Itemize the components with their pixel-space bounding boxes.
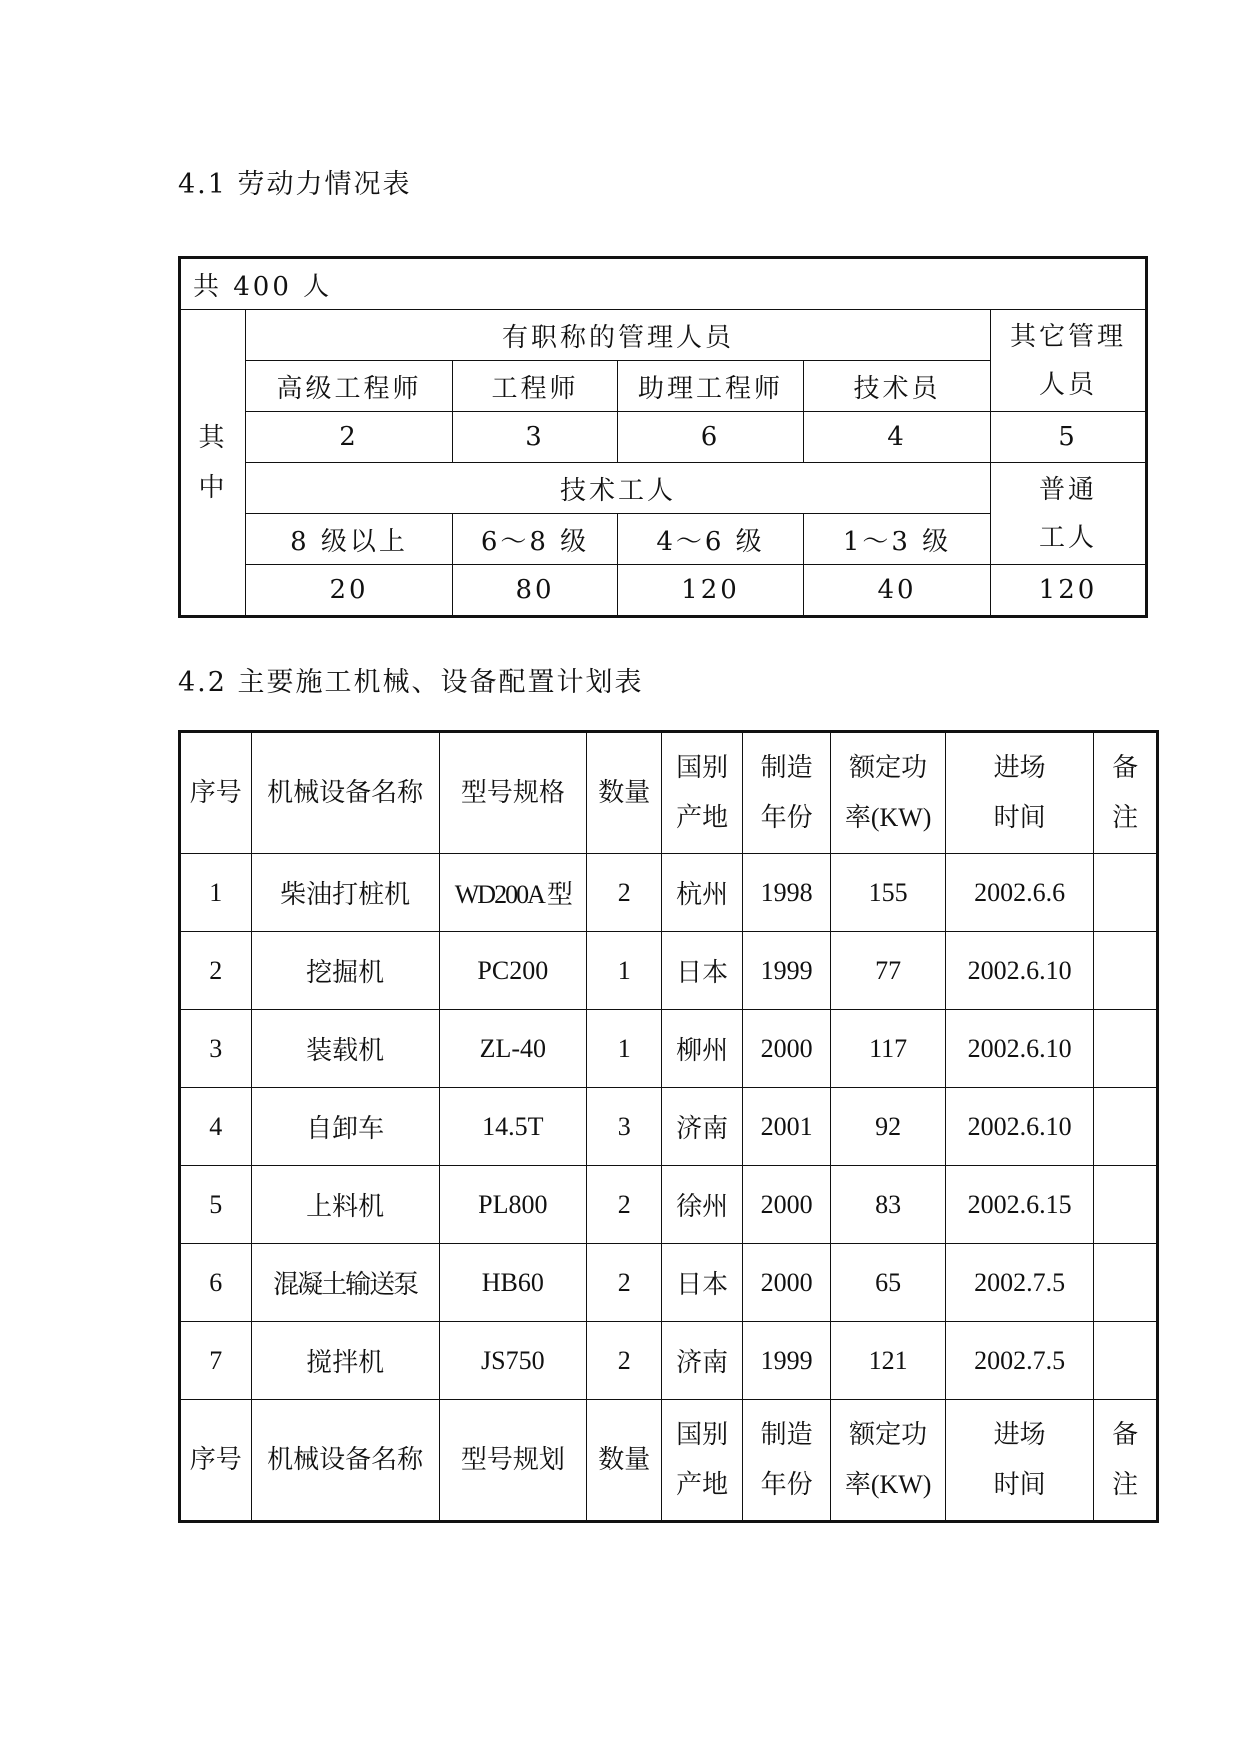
- col-footer-year: [742, 1400, 831, 1522]
- cell-year: 2000: [742, 1010, 831, 1088]
- power-line1: 额定功: [849, 753, 928, 782]
- note-line2: 注: [1112, 803, 1139, 832]
- cell-power: 83: [831, 1166, 945, 1244]
- cell-name: 混凝土输送泵: [251, 1244, 439, 1322]
- cell-idx: 6: [180, 1244, 252, 1322]
- cell-origin: 徐州: [662, 1166, 742, 1244]
- mgmt-group-header: 有职称的管理人员: [246, 310, 991, 361]
- cell-qty: 2: [587, 854, 662, 932]
- worker-level: 6～8 级: [453, 514, 618, 565]
- power-line1: 额定功: [849, 1420, 928, 1449]
- col-footer-origin: [662, 1400, 742, 1522]
- worker-level: 4～6 级: [618, 514, 804, 565]
- cell-year: 1999: [742, 1322, 831, 1400]
- mgmt-count: 4: [804, 412, 991, 463]
- cell-power: 65: [831, 1244, 945, 1322]
- col-footer-idx: 序号: [180, 1400, 252, 1522]
- cell-qty: 1: [587, 932, 662, 1010]
- power-line2: 率(KW): [844, 1470, 932, 1499]
- table-row: [180, 1010, 1158, 1088]
- side-label-bottom: 中: [198, 472, 228, 503]
- cell-idx: 4: [180, 1088, 252, 1166]
- table-row: [180, 1322, 1158, 1400]
- mgmt-title-assistant-engineer: 助理工程师: [618, 361, 804, 412]
- cell-date: 2002.7.5: [945, 1322, 1094, 1400]
- year-line1: 制造: [760, 1420, 813, 1449]
- cell-note: [1094, 1166, 1158, 1244]
- table-row: [180, 1166, 1158, 1244]
- labor-table: [178, 256, 1148, 618]
- cell-qty: 2: [587, 1322, 662, 1400]
- date-line1: 进场: [993, 753, 1046, 782]
- origin-line1: 国别: [676, 1420, 729, 1449]
- cell-idx: 5: [180, 1166, 252, 1244]
- cell-date: 2002.6.6: [945, 854, 1094, 932]
- cell-note: [1094, 1322, 1158, 1400]
- worker-group-header: 技术工人: [246, 463, 991, 514]
- cell-date: 2002.6.15: [945, 1166, 1094, 1244]
- col-header-model: 型号规格: [439, 732, 586, 854]
- mgmt-title-technician: 技术员: [804, 361, 991, 412]
- col-footer-date: [945, 1400, 1094, 1522]
- mgmt-title-senior-engineer: 高级工程师: [246, 361, 453, 412]
- cell-note: [1094, 1088, 1158, 1166]
- date-line1: 进场: [993, 1420, 1046, 1449]
- cell-origin: 济南: [662, 1322, 742, 1400]
- cell-qty: 3: [587, 1088, 662, 1166]
- col-header-origin: [662, 732, 742, 854]
- cell-date: 2002.7.5: [945, 1244, 1094, 1322]
- labor-table-heading: 4.1 劳动力情况表: [178, 169, 412, 200]
- mgmt-count: 2: [246, 412, 453, 463]
- general-worker-line2: 工人: [1038, 522, 1097, 553]
- cell-origin: 日本: [662, 1244, 742, 1322]
- col-footer-model: 型号规划: [439, 1400, 586, 1522]
- cell-model: PC200: [439, 932, 586, 1010]
- cell-power: 121: [831, 1322, 945, 1400]
- general-worker-header: [991, 463, 1147, 565]
- worker-count: 120: [618, 565, 804, 617]
- cell-qty: 2: [587, 1244, 662, 1322]
- worker-count: 40: [804, 565, 991, 617]
- origin-line2: 产地: [676, 1470, 729, 1499]
- col-header-idx: 序号: [180, 732, 252, 854]
- col-header-power: [831, 732, 945, 854]
- cell-power: 92: [831, 1088, 945, 1166]
- col-footer-note: [1094, 1400, 1158, 1522]
- col-header-note: [1094, 732, 1158, 854]
- worker-level: 8 级以上: [246, 514, 453, 565]
- equipment-table: [178, 730, 1159, 1523]
- cell-note: [1094, 932, 1158, 1010]
- cell-idx: 1: [180, 854, 252, 932]
- labor-total: 共 400 人: [180, 258, 1147, 310]
- cell-model: HB60: [439, 1244, 586, 1322]
- cell-year: 1998: [742, 854, 831, 932]
- year-line1: 制造: [760, 753, 813, 782]
- col-footer-qty: 数量: [587, 1400, 662, 1522]
- cell-idx: 3: [180, 1010, 252, 1088]
- date-line2: 时间: [993, 1470, 1046, 1499]
- note-line1: 备: [1112, 753, 1139, 782]
- year-line2: 年份: [760, 1470, 813, 1499]
- date-line2: 时间: [993, 803, 1046, 832]
- worker-count: 80: [453, 565, 618, 617]
- cell-name: 挖掘机: [251, 932, 439, 1010]
- mgmt-count: 6: [618, 412, 804, 463]
- other-mgmt-count: 5: [991, 412, 1147, 463]
- cell-year: 1999: [742, 932, 831, 1010]
- col-header-qty: 数量: [587, 732, 662, 854]
- cell-power: 77: [831, 932, 945, 1010]
- equipment-footer-row: [180, 1400, 1158, 1522]
- mgmt-title-engineer: 工程师: [453, 361, 618, 412]
- cell-note: [1094, 1244, 1158, 1322]
- other-mgmt-header: [991, 310, 1147, 412]
- cell-power: 117: [831, 1010, 945, 1088]
- worker-count: 20: [246, 565, 453, 617]
- cell-idx: 2: [180, 932, 252, 1010]
- origin-line2: 产地: [676, 803, 729, 832]
- cell-name: 装载机: [251, 1010, 439, 1088]
- cell-power: 155: [831, 854, 945, 932]
- cell-model: ZL-40: [439, 1010, 586, 1088]
- cell-note: [1094, 1010, 1158, 1088]
- year-line2: 年份: [760, 803, 813, 832]
- cell-model: PL800: [439, 1166, 586, 1244]
- cell-origin: 济南: [662, 1088, 742, 1166]
- cell-model: JS750: [439, 1322, 586, 1400]
- note-line1: 备: [1112, 1420, 1139, 1449]
- power-line2: 率(KW): [844, 803, 932, 832]
- cell-qty: 1: [587, 1010, 662, 1088]
- worker-level: 1～3 级: [804, 514, 991, 565]
- cell-origin: 杭州: [662, 854, 742, 932]
- col-header-year: [742, 732, 831, 854]
- cell-date: 2002.6.10: [945, 1010, 1094, 1088]
- equipment-header-row: [180, 732, 1158, 854]
- cell-origin: 柳州: [662, 1010, 742, 1088]
- origin-line1: 国别: [676, 753, 729, 782]
- side-label-top: 其: [198, 422, 228, 453]
- cell-note: [1094, 854, 1158, 932]
- note-line2: 注: [1112, 1470, 1139, 1499]
- equipment-table-heading: 4.2 主要施工机械、设备配置计划表: [178, 667, 644, 698]
- cell-name: 上料机: [251, 1166, 439, 1244]
- cell-qty: 2: [587, 1166, 662, 1244]
- general-worker-line1: 普通: [1038, 474, 1097, 505]
- cell-date: 2002.6.10: [945, 932, 1094, 1010]
- cell-year: 2000: [742, 1244, 831, 1322]
- col-header-name: 机械设备名称: [251, 732, 439, 854]
- cell-idx: 7: [180, 1322, 252, 1400]
- cell-year: 2001: [742, 1088, 831, 1166]
- cell-name: 搅拌机: [251, 1322, 439, 1400]
- col-header-date: [945, 732, 1094, 854]
- col-footer-power: [831, 1400, 945, 1522]
- other-mgmt-line2: 人员: [1038, 369, 1097, 400]
- cell-model: 14.5T: [439, 1088, 586, 1166]
- cell-name: 柴油打桩机: [251, 854, 439, 932]
- other-mgmt-line1: 其它管理: [1009, 321, 1126, 352]
- cell-model: WD200A 型: [439, 854, 586, 932]
- table-row: [180, 1244, 1158, 1322]
- table-row: [180, 932, 1158, 1010]
- col-footer-name: 机械设备名称: [251, 1400, 439, 1522]
- mgmt-count: 3: [453, 412, 618, 463]
- table-row: [180, 854, 1158, 932]
- table-row: [180, 1088, 1158, 1166]
- cell-origin: 日本: [662, 932, 742, 1010]
- cell-name: 自卸车: [251, 1088, 439, 1166]
- cell-year: 2000: [742, 1166, 831, 1244]
- cell-date: 2002.6.10: [945, 1088, 1094, 1166]
- general-worker-count: 120: [991, 565, 1147, 617]
- labor-side-label: [180, 310, 246, 617]
